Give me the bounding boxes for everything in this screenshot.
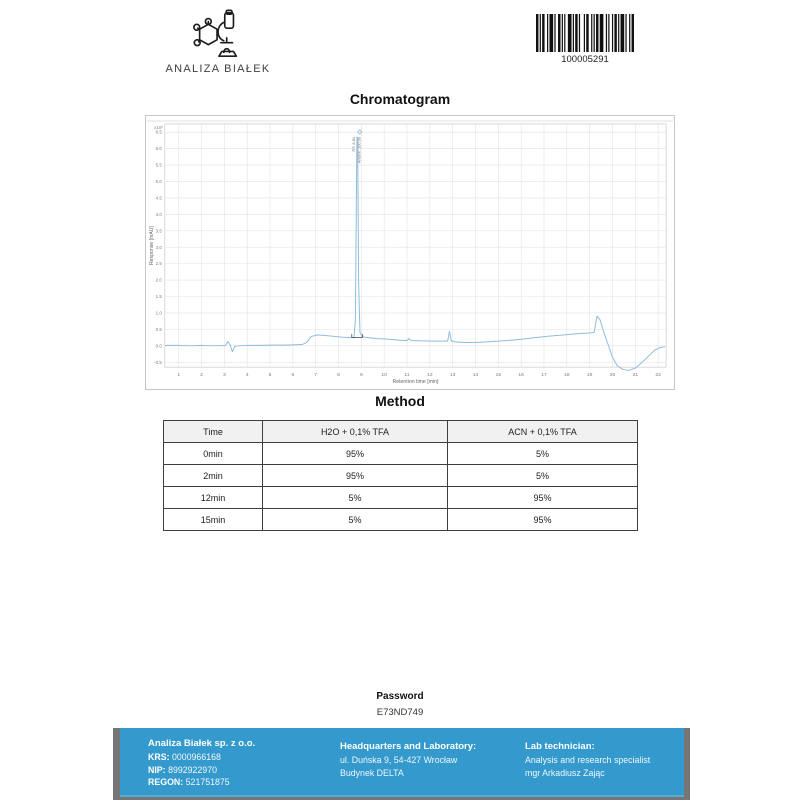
regon-value: 521751875 — [185, 777, 230, 788]
svg-text:4.0: 4.0 — [155, 211, 162, 217]
svg-text:Retention time [min]: Retention time [min] — [392, 379, 439, 386]
hq-building: Budynek DELTA — [340, 767, 404, 778]
barcode-bar — [586, 14, 588, 52]
method-header-row — [164, 421, 638, 443]
method-cell: 95% — [448, 509, 638, 531]
krs-label: KRS: — [148, 751, 170, 762]
barcode-number: 100005291 — [561, 54, 609, 65]
method-row — [164, 465, 638, 487]
method-row — [164, 487, 638, 509]
method-table — [163, 420, 638, 531]
footer-bar — [120, 728, 684, 797]
svg-text:22: 22 — [655, 373, 661, 379]
technician-title: Lab technician: — [525, 741, 595, 752]
nip-value: 8992922970 — [168, 764, 217, 775]
method-row — [164, 509, 638, 531]
barcode-bar — [547, 14, 548, 52]
barcode-bar — [549, 14, 553, 52]
svg-text:20: 20 — [609, 373, 616, 379]
barcode-bar — [632, 14, 634, 52]
svg-text:4.5: 4.5 — [155, 195, 162, 201]
company-nip — [148, 764, 255, 777]
method-cell: 15min — [164, 509, 263, 531]
barcode-bar — [629, 14, 630, 52]
method-cell: 5% — [263, 509, 448, 531]
method-cell: 12min — [164, 487, 263, 509]
svg-text:5.0: 5.0 — [155, 179, 162, 185]
svg-text:Area%: 100.00: Area%: 100.00 — [356, 136, 362, 164]
method-cell: 95% — [448, 487, 638, 509]
password-value: E73ND749 — [376, 707, 424, 718]
barcode-bar — [594, 14, 595, 52]
method-col-header: H2O + 0,1% TFA — [263, 421, 448, 443]
barcode-bar — [591, 14, 592, 52]
technician-name: mgr Arkadiusz Zając — [525, 767, 605, 778]
svg-text:3.5: 3.5 — [155, 228, 162, 234]
barcode-bar — [606, 14, 607, 52]
method-row — [164, 443, 638, 465]
footer-company-block — [148, 737, 255, 789]
barcode-bar — [584, 14, 585, 52]
svg-text:12: 12 — [427, 373, 433, 379]
barcode-bar — [562, 14, 563, 52]
chromatogram-plot — [146, 116, 674, 389]
method-cell: 95% — [263, 443, 448, 465]
chromatogram-chart — [145, 115, 675, 390]
svg-text:5.5: 5.5 — [155, 162, 162, 168]
svg-text:9: 9 — [359, 373, 363, 379]
barcode-bar — [612, 14, 613, 52]
barcode-bar — [575, 14, 577, 52]
krs-value: 0000966168 — [171, 751, 221, 762]
svg-text:Response [mAU]: Response [mAU] — [148, 226, 155, 266]
svg-text:2.5: 2.5 — [155, 261, 162, 267]
barcode-bar — [558, 14, 560, 52]
svg-text:14: 14 — [472, 373, 479, 379]
barcode-bar — [596, 14, 598, 52]
regon-label: REGON: — [148, 777, 184, 788]
svg-text:4: 4 — [245, 373, 249, 379]
svg-text:6: 6 — [291, 373, 295, 379]
svg-text:6.5: 6.5 — [155, 129, 162, 135]
footer-shadow — [113, 728, 690, 800]
footer-hq-block — [340, 740, 476, 779]
svg-text:15: 15 — [495, 373, 502, 379]
brand-block — [158, 8, 278, 75]
svg-text:1: 1 — [177, 373, 181, 379]
svg-text:x10²: x10² — [154, 124, 163, 130]
barcode-bar — [540, 14, 541, 52]
chromatogram-title: Chromatogram — [349, 91, 451, 107]
password-label: Password — [376, 691, 424, 702]
method-cell: 5% — [448, 443, 638, 465]
svg-text:-0.5: -0.5 — [154, 359, 162, 365]
svg-text:0.5: 0.5 — [155, 326, 162, 332]
svg-text:16: 16 — [518, 373, 524, 379]
barcode-bar — [608, 14, 609, 52]
hq-title: Headquarters and Laboratory: — [340, 741, 477, 752]
barcode-bar — [618, 14, 619, 52]
method-col-header: Time — [164, 421, 263, 443]
svg-text:8: 8 — [337, 373, 340, 379]
barcode-bar — [536, 14, 538, 52]
barcode-bar — [542, 14, 544, 52]
svg-text:11: 11 — [404, 373, 410, 379]
svg-text:18: 18 — [564, 373, 570, 379]
company-name: Analiza Białek sp. z o.o. — [148, 738, 256, 749]
barcode-bar — [579, 14, 580, 52]
password-block — [0, 691, 800, 718]
svg-text:0.0: 0.0 — [155, 343, 162, 349]
method-cell: 2min — [164, 465, 263, 487]
barcode-icon — [536, 14, 634, 52]
method-cell: 5% — [448, 465, 638, 487]
svg-text:5: 5 — [268, 373, 272, 379]
method-title: Method — [375, 393, 425, 409]
svg-text:1.5: 1.5 — [155, 294, 162, 300]
svg-text:3: 3 — [222, 373, 226, 379]
svg-text:19: 19 — [586, 373, 593, 379]
company-krs — [148, 751, 255, 764]
barcode-bar — [600, 14, 604, 52]
svg-text:17: 17 — [541, 373, 547, 379]
barcode-bar — [554, 14, 555, 52]
brand-name: ANALIZA BIAŁEK — [165, 63, 271, 75]
svg-text:6.0: 6.0 — [155, 146, 162, 152]
barcode-bar — [625, 14, 626, 52]
barcode-bar — [564, 14, 565, 52]
svg-text:1.0: 1.0 — [155, 310, 162, 316]
method-cell: 5% — [263, 487, 448, 509]
technician-role: Analysis and research specialist — [525, 754, 651, 765]
barcode-bar — [614, 14, 616, 52]
svg-text:21: 21 — [632, 373, 639, 379]
svg-text:13: 13 — [449, 373, 456, 379]
svg-text:3.0: 3.0 — [155, 244, 162, 250]
hq-address: ul. Duńska 9, 54-427 Wrocław — [340, 754, 458, 765]
barcode-bar — [621, 14, 625, 52]
nip-label: NIP: — [148, 764, 166, 775]
svg-text:2: 2 — [200, 373, 203, 379]
svg-text:RT: 8.81: RT: 8.81 — [351, 136, 357, 152]
barcode-bar — [568, 14, 572, 52]
barcode-bar — [573, 14, 574, 52]
molecule-microscope-icon — [189, 8, 247, 60]
footer-technician-block — [525, 740, 650, 779]
method-col-header: ACN + 0,1% TFA — [448, 421, 638, 443]
svg-text:7: 7 — [314, 373, 318, 379]
barcode-block — [534, 14, 636, 65]
svg-text:2.0: 2.0 — [155, 277, 162, 283]
method-cell: 95% — [263, 465, 448, 487]
svg-text:10: 10 — [381, 373, 387, 379]
company-regon — [148, 776, 255, 789]
method-cell: 0min — [164, 443, 263, 465]
